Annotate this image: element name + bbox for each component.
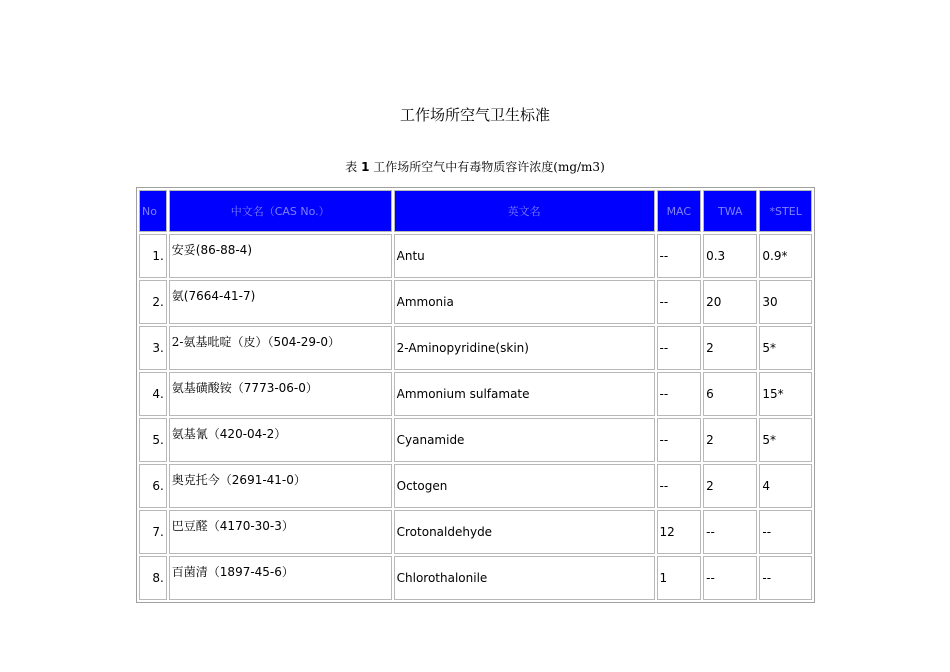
chinese-name: 奥克托今 [171, 473, 220, 487]
mac-value: -- [657, 372, 702, 416]
twa-value: -- [703, 510, 757, 554]
table-row [139, 280, 812, 324]
stel-value: 5* [759, 418, 812, 462]
twa-value: 20 [703, 280, 757, 324]
table-row [139, 556, 812, 600]
row-number: 2. [139, 280, 167, 324]
mac-value: -- [657, 280, 702, 324]
chinese-name: 百菌清 [171, 565, 208, 579]
english-name: 2-Aminopyridine(skin) [394, 326, 655, 370]
table-body [139, 234, 812, 600]
table-row [139, 510, 812, 554]
chinese-name: 氨基氰 [171, 427, 208, 441]
english-name: Crotonaldehyde [394, 510, 655, 554]
chinese-name-cell [169, 326, 392, 370]
english-name: Ammonium sulfamate [394, 372, 655, 416]
document-title: 工作场所空气卫生标准 [399, 106, 550, 124]
table-row [139, 326, 812, 370]
stel-value: 0.9* [759, 234, 812, 278]
chinese-name-cell [169, 464, 392, 508]
chinese-name-cell [169, 234, 392, 278]
table-caption [0, 158, 950, 175]
row-number: 3. [139, 326, 167, 370]
english-name: Antu [394, 234, 655, 278]
cas-number: （1897-45-6） [207, 565, 294, 579]
chinese-name-cell [169, 372, 392, 416]
cas-number: （4170-30-3） [207, 519, 294, 533]
header-stel: *STEL [759, 190, 812, 232]
english-name: Ammonia [394, 280, 655, 324]
chinese-name-cell [169, 418, 392, 462]
caption-number: 1 [361, 160, 370, 174]
english-name: Octogen [394, 464, 655, 508]
header-mac: MAC [657, 190, 702, 232]
stel-value: 5* [759, 326, 812, 370]
table-row [139, 464, 812, 508]
mac-value: -- [657, 418, 702, 462]
row-number: 5. [139, 418, 167, 462]
cas-number: （504-29-0） [267, 335, 340, 349]
mac-value: -- [657, 234, 702, 278]
chinese-name-cell [169, 280, 392, 324]
chinese-name: 安妥 [171, 243, 196, 257]
row-number: 8. [139, 556, 167, 600]
mac-value: 12 [657, 510, 702, 554]
row-number: 1. [139, 234, 167, 278]
stel-value: 30 [759, 280, 812, 324]
toxic-substances-table [136, 187, 815, 603]
mac-value: -- [657, 464, 702, 508]
row-number: 6. [139, 464, 167, 508]
caption-prefix: 表 [345, 160, 358, 174]
chinese-name-cell [169, 556, 392, 600]
mac-value: -- [657, 326, 702, 370]
twa-value: -- [703, 556, 757, 600]
twa-value: 6 [703, 372, 757, 416]
table-row [139, 372, 812, 416]
chinese-name: 2-氨基吡啶（皮） [171, 335, 268, 349]
cas-number: （2691-41-0） [219, 473, 306, 487]
stel-value: 15* [759, 372, 812, 416]
chinese-name: 氨 [171, 289, 184, 303]
twa-value: 0.3 [703, 234, 757, 278]
twa-value: 2 [703, 418, 757, 462]
twa-value: 2 [703, 464, 757, 508]
table-row [139, 234, 812, 278]
table-row [139, 418, 812, 462]
twa-value: 2 [703, 326, 757, 370]
header-twa: TWA [703, 190, 757, 232]
stel-value: -- [759, 510, 812, 554]
header-no: No [139, 190, 167, 232]
caption-text: 工作场所空气中有毒物质容许浓度(mg/m3) [373, 160, 605, 174]
english-name: Chlorothalonile [394, 556, 655, 600]
chinese-name-cell [169, 510, 392, 554]
row-number: 7. [139, 510, 167, 554]
chinese-name: 氨基磺酸铵 [171, 381, 232, 395]
header-cn-cas: 中文名（CAS No.） [169, 190, 392, 232]
cas-number: （7773-06-0） [231, 381, 318, 395]
stel-value: 4 [759, 464, 812, 508]
cas-number: (7664-41-7) [183, 289, 256, 303]
mac-value: 1 [657, 556, 702, 600]
stel-value: -- [759, 556, 812, 600]
row-number: 4. [139, 372, 167, 416]
header-en: 英文名 [394, 190, 655, 232]
table-header-row [139, 190, 812, 232]
english-name: Cyanamide [394, 418, 655, 462]
cas-number: （420-04-2） [207, 427, 287, 441]
cas-number: (86-88-4) [195, 243, 252, 257]
chinese-name: 巴豆醛 [171, 519, 208, 533]
